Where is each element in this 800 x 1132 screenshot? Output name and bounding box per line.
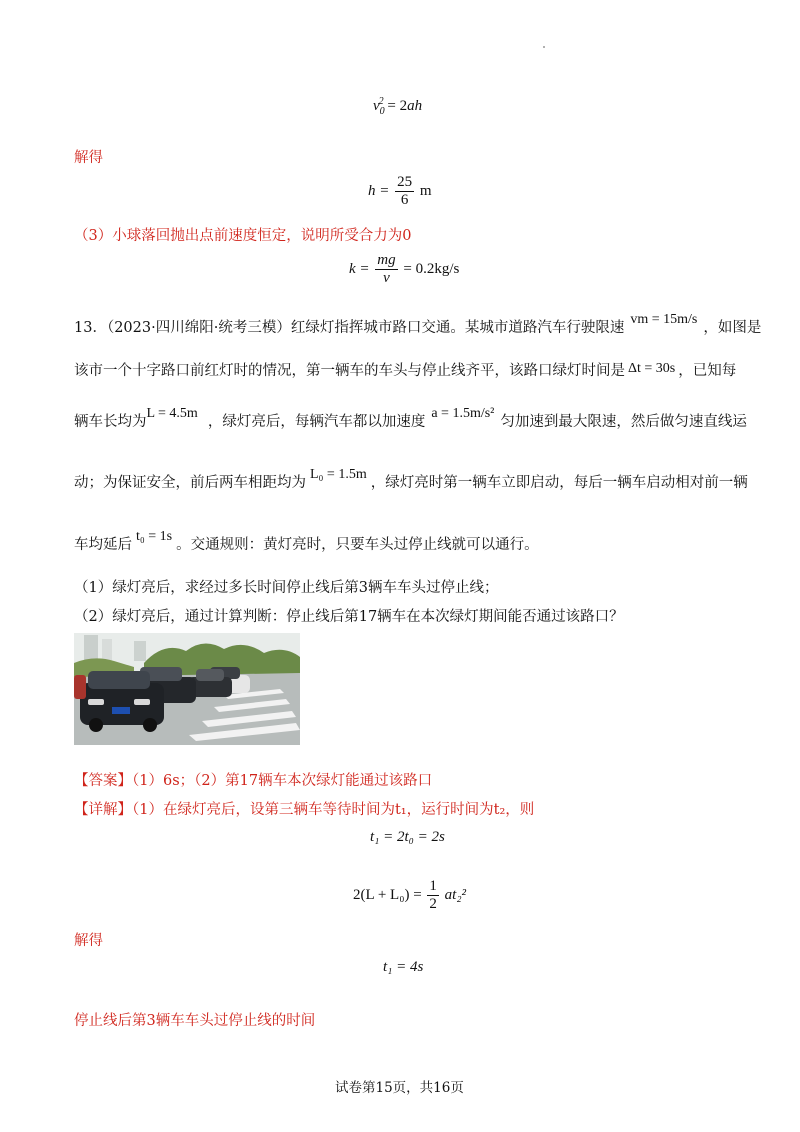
inline-a: a = 1.5m/s² — [431, 406, 495, 421]
inline-L0: L₀ = 1.5m — [310, 467, 367, 482]
intersection-photo — [74, 633, 300, 745]
inline-L: L = 4.5m — [146, 406, 198, 421]
fraction-25-6: $\frac{25}{6}$ — [397, 174, 413, 208]
part-3-text: （3）小球落回抛出点前速度恒定，说明所受合力为0 — [74, 228, 412, 244]
sub-question-1: （1）绿灯亮后，求经过多长时间停止线后第3辆车车头过停止线； — [74, 580, 499, 596]
equation-t1-2t0: t₁ = 2t₀ = 2s — [370, 829, 445, 845]
car-red — [74, 675, 86, 699]
question-13-line-2: 该市一个十字路口前红灯时的情况，第一辆车的车头与停止线齐平，该路口绿灯时间是 Δt = 30s ，已知每 — [74, 361, 737, 379]
question-13-line-3: 辆车长均为L = 4.5m，绿灯亮后，每辆汽车都以加速度a = 1.5m/s²匀加速到最大限速，然后做匀速直线运 — [74, 406, 747, 430]
jiede-label-2: 解得 — [74, 933, 103, 949]
equation-distance: 2(L + L₀) = $\frac{1}{2}$ at₂² — [353, 878, 467, 912]
fraction-mg-v: $\frac{mg}{v}$ — [377, 252, 396, 286]
fraction-half: $\frac{1}{2}$ — [429, 878, 437, 912]
page-footer: 试卷第15页，共16页 — [335, 1080, 464, 1096]
equation-v0-squared: $v_0^2 = 2ah$ — [373, 96, 423, 117]
detail-line: 【详解】（1）在绿灯亮后，设第三辆车等待时间为t₁，运行时间为t₂，则 — [74, 802, 535, 818]
equation-h: h = $\frac{25}{6}$ m — [368, 174, 432, 208]
jiede-label-1: 解得 — [74, 150, 103, 166]
page-mark — [543, 46, 545, 48]
inline-dt: Δt = 30s — [628, 361, 676, 376]
question-13-line-1: 13．（2023·四川绵阳·统考三模）红绿灯指挥城市路口交通。某城市道路汽车行驶限速vm = 15m/s，如图是 — [74, 312, 762, 336]
question-13-line-4: 动；为保证安全，前后两车相距均为L₀ = 1.5m，绿灯亮时第一辆车立即启动，每后一辆车启动相对前一辆 — [74, 467, 748, 491]
equation-t1-4s: t₁ = 4s — [383, 959, 424, 975]
inline-t0: t₀ = 1s — [136, 529, 173, 544]
inline-vm: vm = 15m/s — [630, 312, 698, 327]
equation-k: k = $\frac{mg}{v}$ = 0.2kg/s — [349, 252, 460, 286]
answer-line: 【答案】（1）6s；（2）第17辆车本次绿灯能通过该路口 — [74, 773, 433, 789]
last-line: 停止线后第3辆车车头过停止线的时间 — [74, 1013, 316, 1029]
sub-question-2: （2）绿灯亮后，通过计算判断：停止线后第17辆车在本次绿灯期间能否通过该路口？ — [74, 609, 624, 625]
question-13-line-5: 车均延后t₀ = 1s。交通规则：黄灯亮时，只要车头过停止线就可以通行。 — [74, 529, 539, 553]
